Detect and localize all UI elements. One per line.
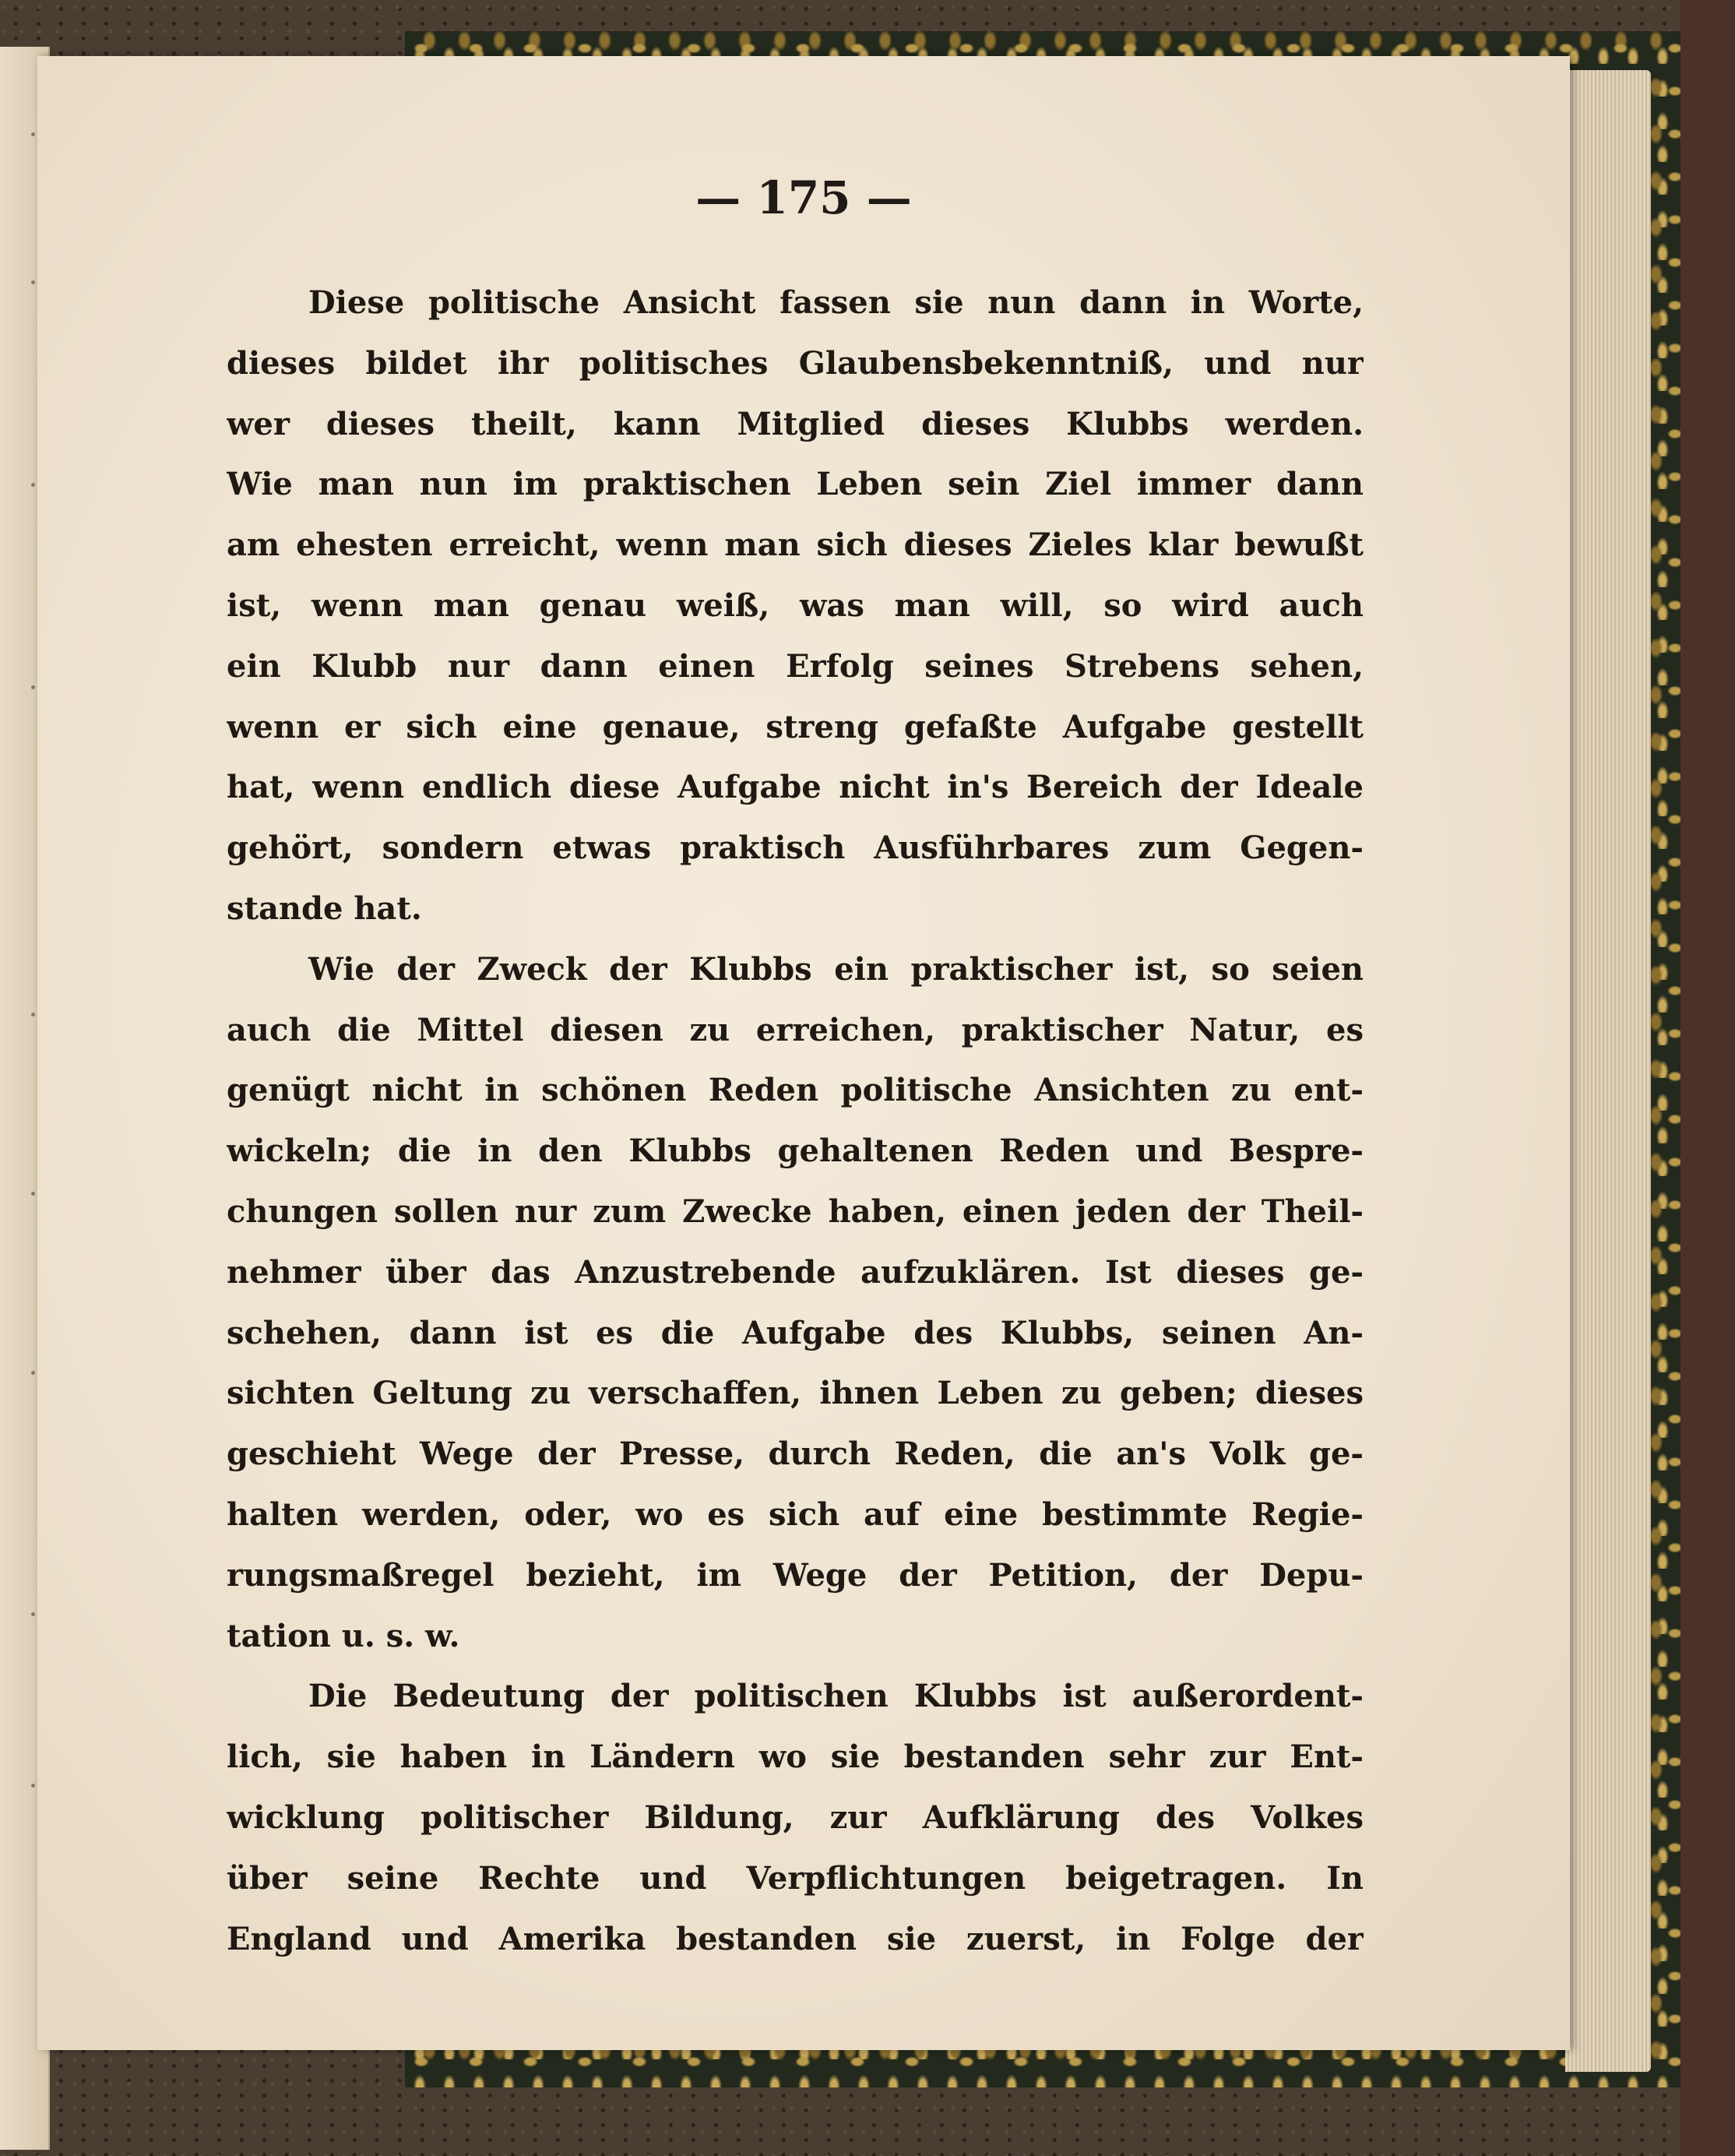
text-line: auch die Mittel diesen zu erreichen, praktischer Natur, es: [227, 1011, 1364, 1048]
binding-stitch: [31, 1784, 35, 1788]
binding-stitch: [31, 1612, 35, 1616]
text-line: Diese politische Ansicht fassen sie nun dann in Worte,: [308, 284, 1364, 321]
text-line: rungsmaßregel bezieht, im Wege der Petition, der Depu-: [227, 1556, 1364, 1594]
text-line: Wie man nun im praktischen Leben sein Ziel immer dann: [227, 466, 1364, 503]
text-line: hat, wenn endlich diese Aufgabe nicht in's Bereich der Ideale: [227, 769, 1364, 806]
book-page: [37, 56, 1570, 2050]
text-line: sichten Geltung zu verschaffen, ihnen Leben zu geben; dieses: [227, 1375, 1364, 1412]
text-line: chungen sollen nur zum Zwecke haben, einen jeden der Theil-: [227, 1192, 1364, 1230]
binding-stitch: [31, 483, 35, 487]
text-line: halten werden, oder, wo es sich auf eine bestimmte Regie-: [227, 1495, 1364, 1533]
text-line: geschieht Wege der Presse, durch Reden, die an's Volk ge-: [227, 1436, 1364, 1473]
binding-stitch: [31, 1371, 35, 1375]
text-line: über seine Rechte und Verpflichtungen beigetragen. In: [227, 1859, 1364, 1897]
page-text: [227, 273, 1364, 1969]
binding-stitch: [31, 1192, 35, 1196]
text-line: ein Klubb nur dann einen Erfolg seines Strebens sehen,: [227, 647, 1364, 685]
binding-stitch: [31, 685, 35, 689]
text-line: gehört, sondern etwas praktisch Ausführbares zum Gegen-: [227, 830, 1364, 867]
text-line: wer dieses theilt, kann Mitglied dieses Klubbs werden.: [227, 405, 1364, 442]
text-line: nehmer über das Anzustrebende aufzuklären. Ist dieses ge-: [227, 1253, 1364, 1291]
page-number: — 175 —: [695, 171, 912, 224]
text-line: Wie der Zweck der Klubbs ein praktischer ist, so seien: [308, 950, 1364, 988]
binding-stitch: [31, 132, 35, 136]
text-line: wicklung politischer Bildung, zur Aufklärung des Volkes: [227, 1798, 1364, 1836]
text-line: schehen, dann ist es die Aufgabe des Klubbs, seinen An-: [227, 1314, 1364, 1351]
text-line: tation u. s. w.: [227, 1617, 460, 1654]
text-line: am ehesten erreicht, wenn man sich dieses Zieles klar bewußt: [227, 527, 1364, 564]
text-line: England und Amerika bestanden sie zuerst, in Folge der: [227, 1920, 1364, 1957]
page-block-edges: [1565, 70, 1651, 2072]
text-line: lich, sie haben in Ländern wo sie bestanden sehr zur Ent-: [227, 1739, 1364, 1776]
binding-stitch: [31, 280, 35, 284]
text-line: Die Bedeutung der politischen Klubbs ist außerordent-: [308, 1678, 1364, 1715]
text-line: wenn er sich eine genaue, streng gefaßte Aufgabe gestellt: [227, 708, 1364, 745]
text-line: ist, wenn man genau weiß, was man will, so wird auch: [227, 587, 1364, 624]
text-line: stande hat.: [227, 890, 422, 927]
binding-stitch: [31, 1013, 35, 1016]
text-line: genügt nicht in schönen Reden politische Ansichten zu ent-: [227, 1072, 1364, 1109]
text-line: wickeln; die in den Klubbs gehaltenen Reden und Bespre-: [227, 1133, 1364, 1170]
leather-spine-edge: [1680, 0, 1735, 2156]
text-line: dieses bildet ihr politisches Glaubensbekenntniß, und nur: [227, 344, 1364, 382]
